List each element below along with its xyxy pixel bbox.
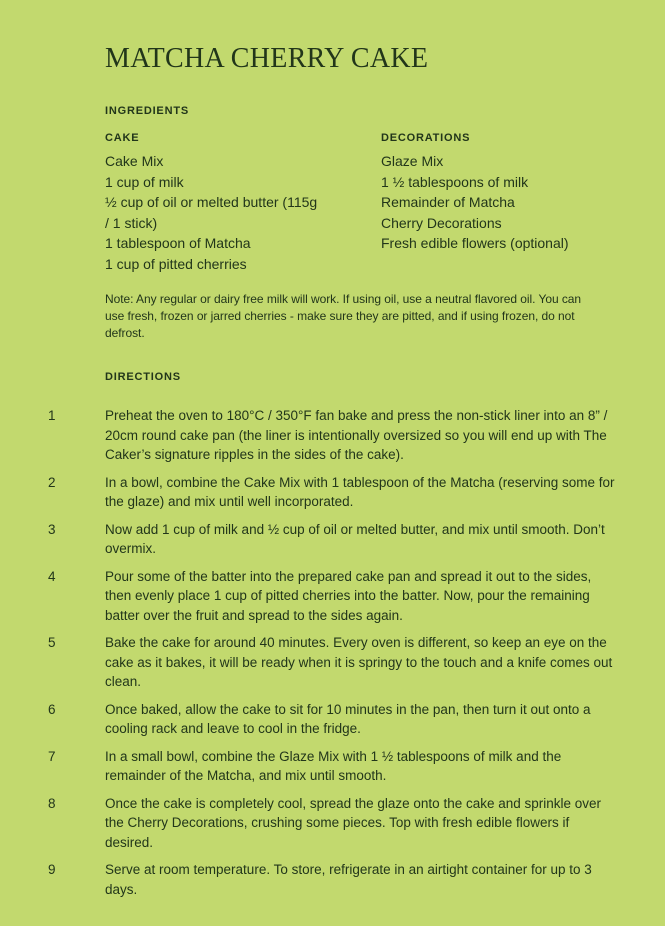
step-text: Pour some of the batter into the prepared cake pan and spread it out to the sides, then evenly place 1 cup of pitted cherries into the batter. Now, pour the remaining batter over the fruit and spread to the sides again. xyxy=(105,568,592,623)
ingredient-item: 1 ½ tablespoons of milk xyxy=(381,173,529,190)
step-number: 5 xyxy=(48,635,56,650)
ingredients-column-decorations xyxy=(381,132,621,274)
decorations-column-heading: DECORATIONS xyxy=(381,132,471,144)
direction-step xyxy=(48,633,665,692)
directions-list xyxy=(48,406,665,899)
step-number: 8 xyxy=(48,795,56,811)
ingredient-item: Remainder of Matcha xyxy=(381,194,515,210)
step-text: In a bowl, combine the Cake Mix with 1 tablespoon of the Matcha (reserving some for the glaze) and mix until well incorporated. xyxy=(105,474,615,509)
step-number: 9 xyxy=(48,862,56,877)
direction-step xyxy=(48,406,665,465)
step-number: 2 xyxy=(48,474,56,490)
step-text: Preheat the oven to 180°C / 350°F fan bake and press the non-stick liner into an 8” / 20cm round cake pan (the liner is intentionally oversized so you will end up with The Caker’s signature ripples in the sides of the cake). xyxy=(105,408,608,462)
ingredient-item: ½ cup of oil or melted butter (115g / 1 stick) xyxy=(105,194,318,231)
ingredient-item: 1 cup of milk xyxy=(105,173,184,190)
ingredient-item: 1 cup of pitted cherries xyxy=(105,255,247,272)
direction-step xyxy=(48,567,665,626)
step-number: 1 xyxy=(48,408,56,423)
ingredients-column-cake xyxy=(105,132,381,274)
step-text: Now add 1 cup of milk and ½ cup of oil or melted butter, and mix until smooth. Don’t overmix. xyxy=(105,521,605,556)
step-number: 6 xyxy=(48,701,56,717)
page-title: MATCHA CHERRY CAKE xyxy=(105,43,429,74)
step-text: Once the cake is completely cool, spread the glaze onto the cake and sprinkle over the Cherry Decorations, crushing some pieces. Top with fresh edible flowers if desired. xyxy=(105,795,602,850)
ingredient-item: Fresh edible flowers (optional) xyxy=(381,235,569,251)
cake-column-heading: CAKE xyxy=(105,132,140,144)
direction-step xyxy=(48,520,665,559)
ingredients-columns xyxy=(105,132,665,274)
ingredient-item: Cake Mix xyxy=(105,153,164,169)
step-number: 4 xyxy=(48,568,56,584)
ingredient-item: Cherry Decorations xyxy=(381,214,502,231)
cake-ingredient-list xyxy=(105,151,381,274)
direction-step xyxy=(48,700,665,739)
step-text: Serve at room temperature. To store, refrigerate in an airtight container for up to 3 days. xyxy=(105,862,592,897)
direction-step xyxy=(48,860,665,899)
step-number: 7 xyxy=(48,748,56,764)
decorations-ingredient-list xyxy=(381,151,621,254)
ingredient-item: Glaze Mix xyxy=(381,153,444,169)
ingredients-note: Note: Any regular or dairy free milk will work. If using oil, use a neutral flavored oil. You can use fresh, frozen or jarred cherries - make sure they are pitted, and if using frozen, do not defrost. xyxy=(105,292,582,340)
step-text: Bake the cake for around 40 minutes. Every oven is different, so keep an eye on the cake as it bakes, it will be ready when it is springy to the touch and a knife comes out clean. xyxy=(105,635,613,689)
direction-step xyxy=(48,794,665,853)
direction-step xyxy=(48,747,665,786)
directions-heading: DIRECTIONS xyxy=(105,371,181,383)
ingredient-item: 1 tablespoon of Matcha xyxy=(105,235,251,251)
step-number: 3 xyxy=(48,521,56,537)
ingredients-heading: INGREDIENTS xyxy=(105,105,189,117)
step-text: Once baked, allow the cake to sit for 10 minutes in the pan, then turn it out onto a cooling rack and leave to cool in the fridge. xyxy=(105,701,591,736)
step-text: In a small bowl, combine the Glaze Mix with 1 ½ tablespoons of milk and the remainder of the Matcha, and mix until smooth. xyxy=(105,748,562,783)
direction-step xyxy=(48,473,665,512)
